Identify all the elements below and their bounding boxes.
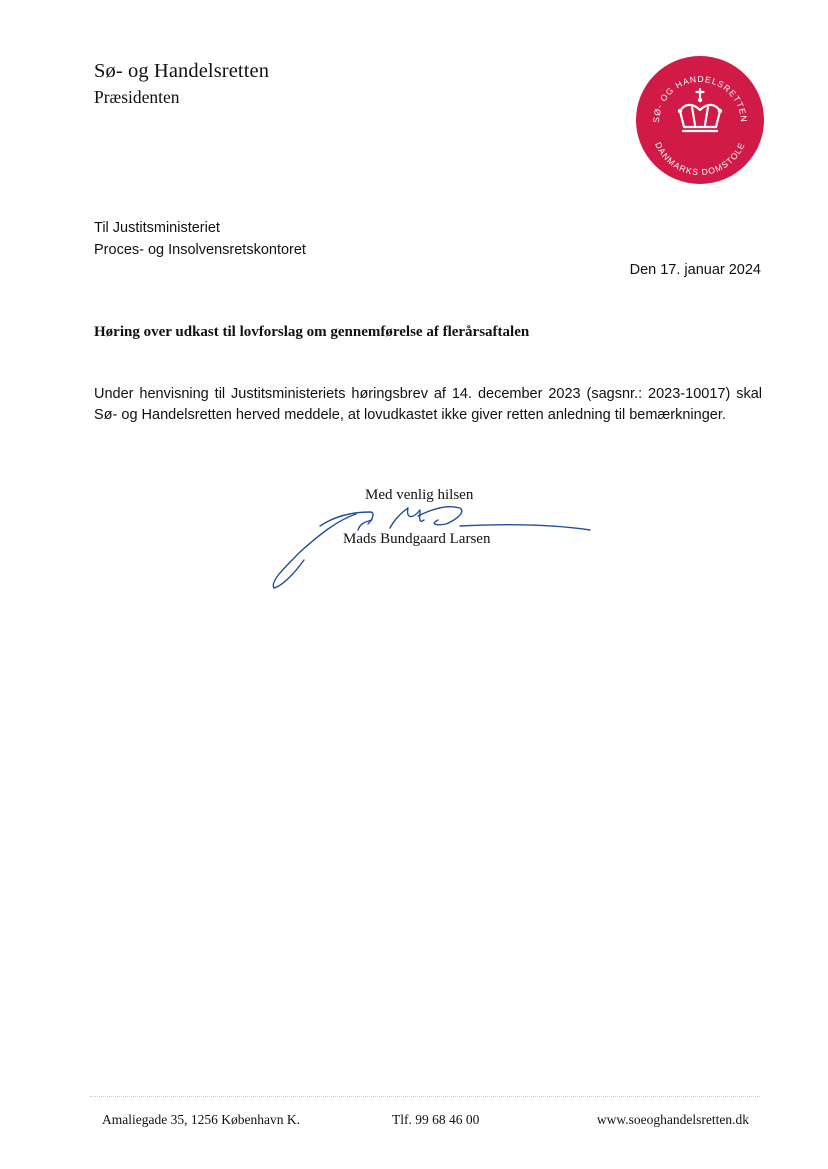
letter-date: Den 17. januar 2024 xyxy=(629,262,761,278)
court-seal-logo xyxy=(635,55,765,185)
footer-website: www.soeoghandelsretten.dk xyxy=(596,1112,749,1127)
closing-greeting: Med venlig hilsen xyxy=(365,487,474,503)
recipient-name: Til Justitsministeriet xyxy=(94,220,220,236)
footer-divider xyxy=(90,1096,760,1097)
court-name: Sø- og Handelsretten xyxy=(94,60,270,82)
signer-name: Mads Bundgaard Larsen xyxy=(343,531,491,547)
court-office: Præsidenten xyxy=(94,87,180,107)
letter-subject: Høring over udkast til lovforslag om gennemførelse af flerårsaftalen xyxy=(94,324,530,340)
recipient-department: Proces- og Insolvensretskontoret xyxy=(94,242,306,258)
footer-phone: Tlf. 99 68 46 00 xyxy=(392,1112,480,1127)
letter-body: Under henvisning til Justitsministeriets høringsbrev af 14. december 2023 (sagsnr.: 2023-10017) skal Sø- og Handelsretten herved meddele, at lovudkastet ikke giver retten anledning til bemærkninger. xyxy=(94,386,762,423)
seal-top-text: SØ- OG HANDELSRETTEN xyxy=(650,73,750,124)
footer-address: Amaliegade 35, 1256 København K. xyxy=(102,1112,300,1127)
seal-bottom-text: DANMARKS DOMSTOLE xyxy=(653,140,747,178)
